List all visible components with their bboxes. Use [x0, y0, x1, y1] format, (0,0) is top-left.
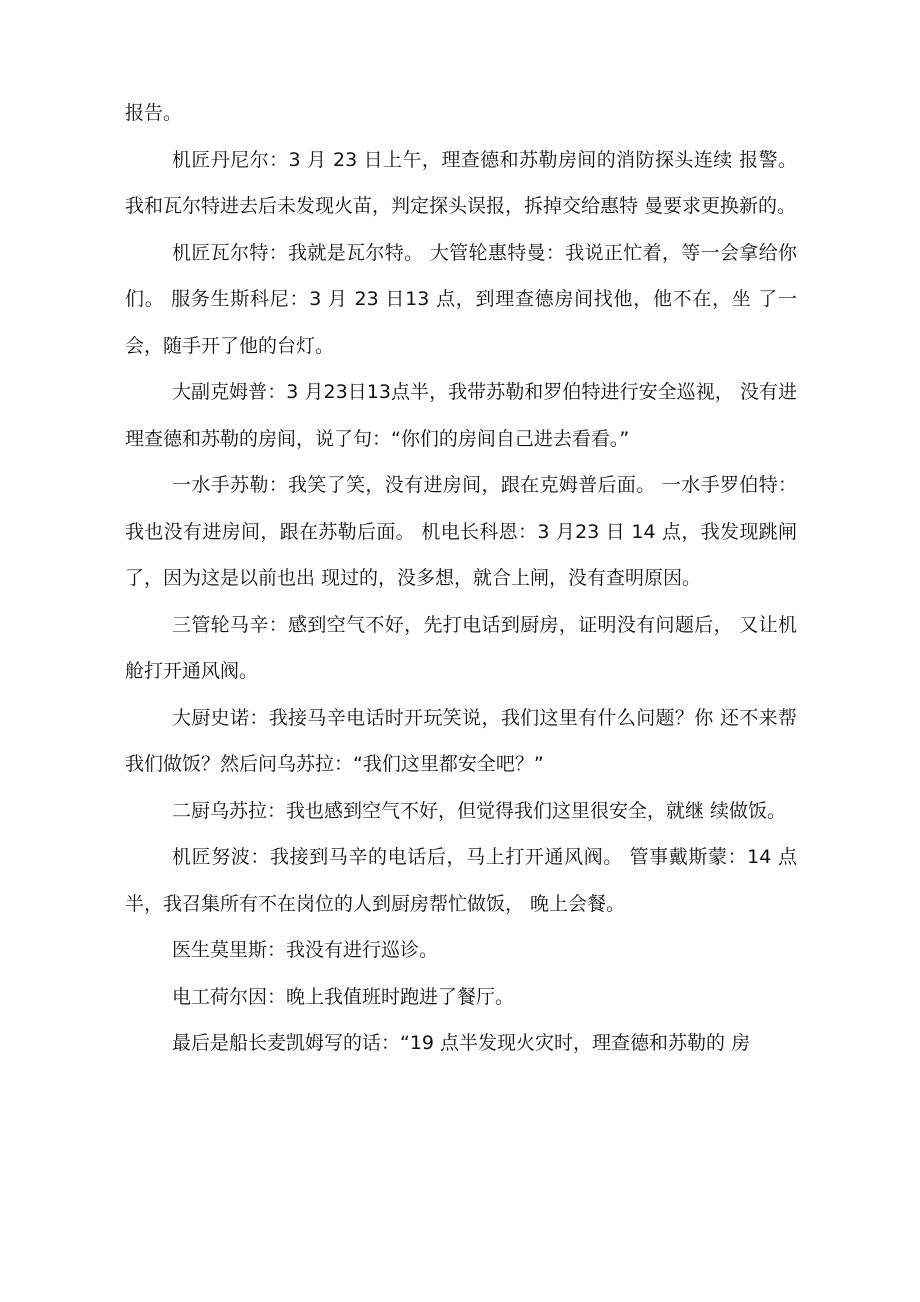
paragraph-maxin: 三管轮马辛：感到空气不好，先打电话到厨房，证明没有问题后， 又让机舱打开通风阀。	[125, 613, 797, 682]
paragraph-holein: 电工荷尔因：晚上我值班时跑进了餐厅。	[172, 985, 515, 1008]
paragraph-ursula: 二厨乌苏拉：我也感到空气不好，但觉得我们这里很安全，就继 续做饭。	[172, 799, 787, 822]
paragraph-daniel: 机匠丹尼尔：3 月 23 日上午，理查德和苏勒房间的消防探头连续 报警。我和瓦尔特进去后未发现火苗，判定探头误报，拆掉交给惠特 曼要求更换新的。	[125, 148, 797, 217]
paragraph-snow: 大厨史诺：我接马辛电话时开玩笑说，我们这里有什么问题？你 还不来帮我们做饭？然后问乌苏拉：“我们这里都安全吧？”	[125, 706, 797, 775]
paragraph-walter-whitman-scone: 机匠瓦尔特：我就是瓦尔特。 大管轮惠特曼：我说正忙着，等一会拿给你们。 服务生斯科尼：3 月 23 日13 点，到理查德房间找他，他不在，坐 了一会，随手开了他的台灯。	[125, 241, 797, 357]
document-body	[125, 90, 797, 1067]
paragraph-morris: 医生莫里斯：我没有进行巡诊。	[172, 939, 439, 961]
paragraph-report-end: 报告。	[125, 102, 183, 124]
paragraph-sule-robert-cohen: 一水手苏勒：我笑了笑，没有进房间，跟在克姆普后面。 一水手罗伯特：我也没有进房间，跟在苏勒后面。 机电长科恩：3 月23 日 14 点，我发现跳闸了，因为这是以前也出 现过的，没多想，就合上闸，没有查明原因。	[125, 474, 797, 589]
paragraph-nubo-desmond: 机匠努波：我接到马辛的电话后，马上打开通风阀。 管事戴斯蒙：14 点半，我召集所有不在岗位的人到厨房帮忙做饭， 晚上会餐。	[125, 846, 797, 915]
paragraph-kemp: 大副克姆普：3 月23日13点半，我带苏勒和罗伯特进行安全巡视， 没有进理查德和苏勒的房间，说了句：“你们的房间自己进去看看。”	[125, 381, 797, 450]
paragraph-captain: 最后是船长麦凯姆写的话：“19 点半发现火灾时，理查德和苏勒的 房	[172, 1032, 751, 1054]
